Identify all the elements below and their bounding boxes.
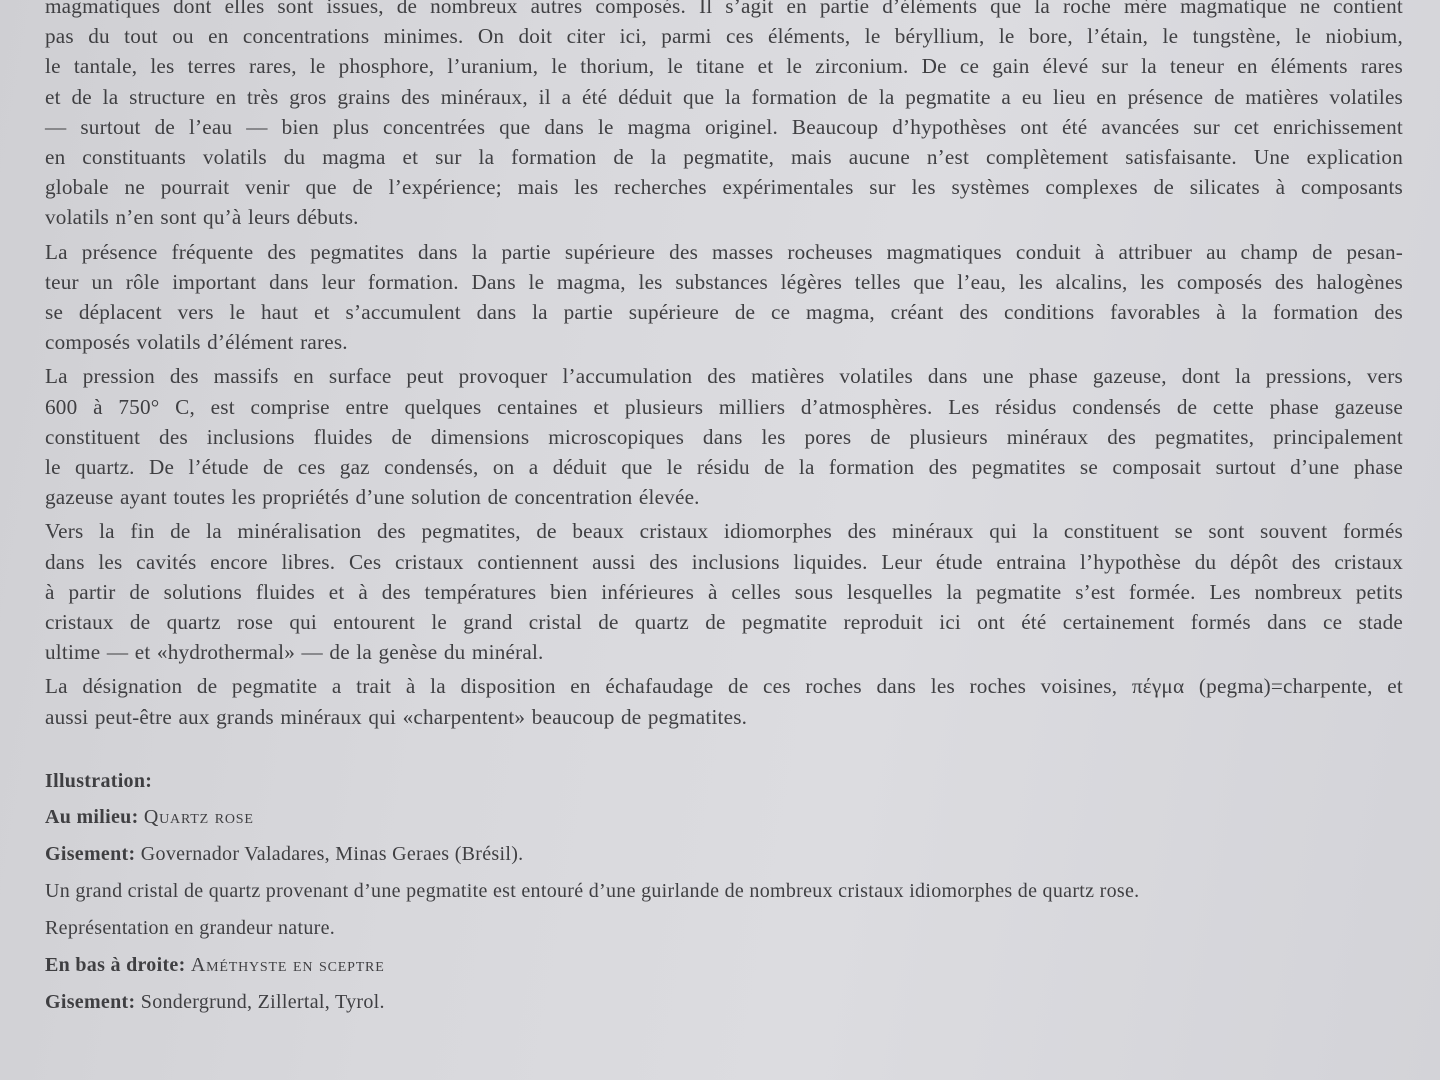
caption-bottom-right bbox=[45, 950, 1139, 987]
caption-middle bbox=[45, 802, 1139, 839]
text-line: 600 à 750° C, est comprise entre quelques centaines et plusieurs milliers d’atmosphères. Les résidus condensés de cette phase gazeuse bbox=[45, 394, 1403, 419]
text-line: La présence fréquente des pegmatites dans la partie supérieure des masses rocheuses magmatiques conduit à attribuer au champ de pesan- bbox=[45, 239, 1403, 264]
caption-deposit-2 bbox=[45, 987, 1139, 1024]
text-line: le quartz. De l’étude de ces gaz condensés, on a déduit que le résidu de la formation des pegmatites se composait surtout d’une phase bbox=[45, 455, 1403, 480]
text-line: et de la structure en très gros grains des minéraux, il a été déduit que la formation de la pegmatite a eu lieu en présence de matières volatiles bbox=[45, 84, 1403, 109]
caption-value: Améthyste en sceptre bbox=[190, 954, 385, 976]
text-line: en constituants volatils du magma et sur la formation de la pegmatite, mais aucune n’est complètement satisfaisante. Une explication bbox=[45, 145, 1403, 170]
text-line: dans les cavités encore libres. Ces cristaux contiennent aussi des inclusions liquides. Leur étude entraina l’hypothèse du dépôt des cristaux bbox=[45, 549, 1403, 574]
caption-label: En bas à droite: bbox=[45, 954, 186, 976]
body-text bbox=[45, 0, 1403, 732]
caption-label: Gisement: bbox=[45, 991, 136, 1013]
text-line: pas du tout ou en concentrations minimes. On doit citer ici, parmi ces éléments, le béryllium, le bore, l’étain, le tungstène, le niobium, bbox=[45, 24, 1403, 49]
caption-scale-note: Représentation en grandeur nature. bbox=[45, 917, 336, 939]
text-line: La désignation de pegmatite a trait à la disposition en échafaudage de ces roches dans les roches voisines, πέγμα (pegma)=charpente, et bbox=[45, 674, 1403, 699]
paragraph-5 bbox=[45, 671, 1403, 731]
illustration-heading: Illustration: bbox=[45, 770, 153, 792]
illustration-caption bbox=[45, 766, 1139, 1024]
text-line: globale ne pourrait venir que de l’expérience; mais les recherches expérimentales sur les systèmes complexes de silicates à composants bbox=[45, 175, 1403, 200]
caption-label: Gisement: bbox=[45, 843, 136, 865]
text-line: le tantale, les terres rares, le phosphore, l’uranium, le thorium, le titane et le zirconium. De ce gain élevé sur la teneur en éléments rares bbox=[45, 54, 1403, 79]
text-line: aussi peut-être aux grands minéraux qui «charpentent» beaucoup de pegmatites. bbox=[45, 704, 748, 729]
text-line: cristaux de quartz rose qui entourent le grand cristal de quartz de pegmatite reproduit ici ont été certainement formés dans ce stade bbox=[45, 610, 1403, 635]
text-line: volatils n’en sont qu’à leurs débuts. bbox=[45, 205, 359, 230]
caption-value: Quartz rose bbox=[143, 806, 254, 828]
text-line: Vers la fin de la minéralisation des pegmatites, de beaux cristaux idiomorphes des minéraux qui la constituent se sont souvent formés bbox=[45, 519, 1403, 544]
text-line: La pression des massifs en surface peut provoquer l’accumulation des matières volatiles dans une phase gazeuse, dont la pressions, vers bbox=[45, 364, 1403, 389]
text-line: magmatiques dont elles sont issues, de nombreux autres composés. Il s’agit en partie d’éléments que la roche mère magmatique ne contient bbox=[45, 0, 1403, 18]
text-line: gazeuse ayant toutes les propriétés d’une solution de concentration élevée. bbox=[45, 485, 700, 510]
paragraph-3 bbox=[45, 361, 1403, 512]
caption-label: Au milieu: bbox=[45, 806, 139, 828]
document-page bbox=[45, 0, 1403, 1013]
caption-value: Governador Valadares, Minas Geraes (Brésil). bbox=[140, 843, 524, 865]
caption-description: Un grand cristal de quartz provenant d’une pegmatite est entouré d’une guirlande de nombreux cristaux idiomorphes de quartz rose. bbox=[45, 880, 1140, 902]
text-line: constituent des inclusions fluides de dimensions microscopiques dans les pores de plusieurs minéraux des pegmatites, principalement bbox=[45, 424, 1403, 449]
text-line: ultime — et «hydrothermal» — de la genèse du minéral. bbox=[45, 640, 544, 665]
text-line: — surtout de l’eau — bien plus concentrées que dans le magma originel. Beaucoup d’hypothèses ont été avancées sur cet enrichissement bbox=[45, 114, 1403, 139]
caption-deposit-1 bbox=[45, 839, 1139, 876]
text-line: composés volatils d’élément rares. bbox=[45, 330, 348, 355]
paragraph-1 bbox=[45, 0, 1403, 233]
caption-value: Sondergrund, Zillertal, Tyrol. bbox=[140, 991, 385, 1013]
text-line: teur un rôle important dans leur formation. Dans le magma, les substances légères telles que l’eau, les alcalins, les composés des halogènes bbox=[45, 269, 1403, 294]
paragraph-2 bbox=[45, 237, 1403, 358]
text-line: à partir de solutions fluides et à des températures bien inférieures à celles sous lesquelles la pegmatite s’est formée. Les nombreux petits bbox=[45, 579, 1403, 604]
text-line: se déplacent vers le haut et s’accumulent dans la partie supérieure de ce magma, créant des conditions favorables à la formation des bbox=[45, 300, 1403, 325]
paragraph-4 bbox=[45, 516, 1403, 667]
